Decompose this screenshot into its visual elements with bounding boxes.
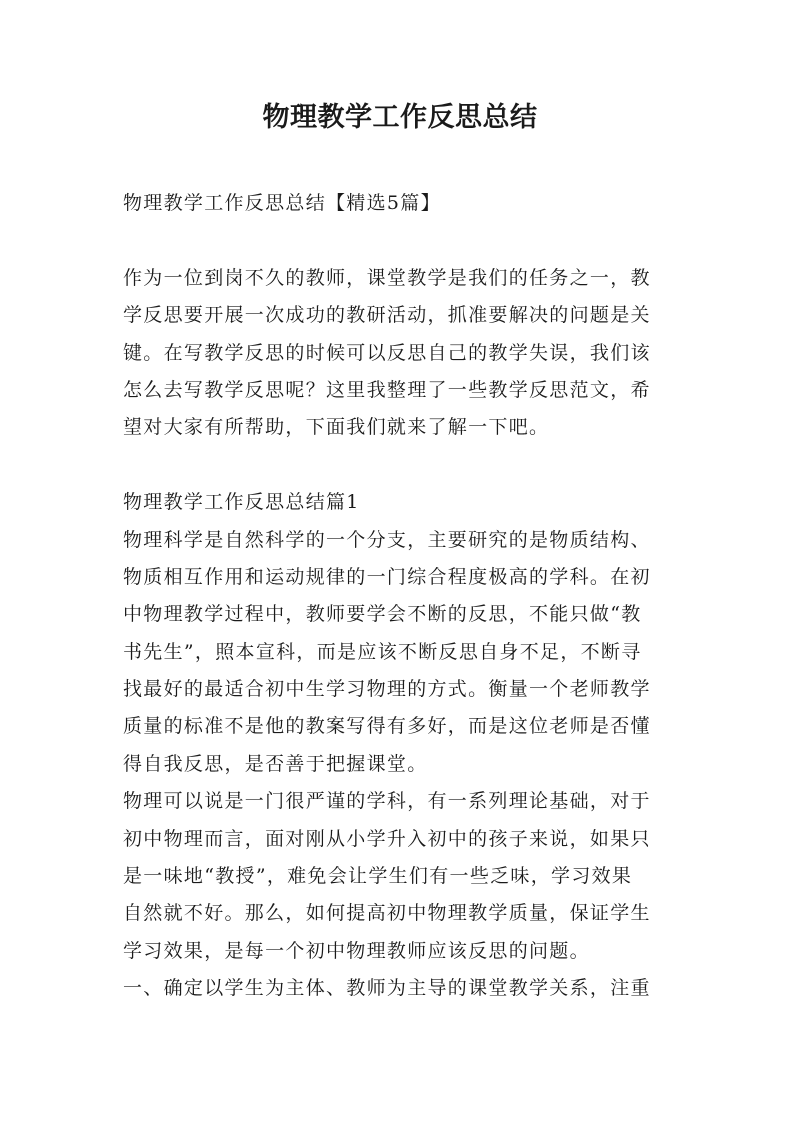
spacer (123, 222, 683, 259)
text-line: 质量的标准不是他的教案写得有多好，而是这位老师是否懂 (123, 715, 651, 738)
text-line: 怎么去写教学反思呢？这里我整理了一些教学反思范文，希 (123, 378, 651, 401)
text-line: 学反思要开展一次成功的教研活动，抓准要解决的问题是关 (123, 304, 651, 327)
text-line: 一、确定以学生为主体、教师为主导的课堂教学关系，注重 (123, 977, 651, 1000)
text-line: 自然就不好。那么，如何提高初中物理教学质量，保证学生 (123, 902, 651, 925)
text-line: 望对大家有所帮助，下面我们就来了解一下吧。 (123, 416, 550, 439)
text-line: 是一味地“教授”，难免会让学生们有一些乏味，学习效果 (123, 865, 633, 888)
section-heading: 物理教学工作反思总结篇1 (123, 491, 360, 514)
paragraph-3 (123, 970, 683, 1007)
subtitle-line: 物理教学工作反思总结【精选5篇】 (123, 192, 441, 214)
text-line: 得自我反思，是否善于把握课堂。 (123, 752, 428, 775)
text-line: 书先生”，照本宣科，而是应该不断反思自身不足，不断寻 (123, 640, 642, 663)
intro-paragraph (123, 260, 683, 447)
page-title: 物理教学工作反思总结 (262, 102, 538, 133)
spacer (123, 447, 683, 484)
text-line: 学习效果，是每一个初中物理教师应该反思的问题。 (123, 939, 590, 962)
document-body (123, 185, 683, 1008)
text-line: 键。在写教学反思的时候可以反思自己的教学失误，我们该 (123, 341, 651, 364)
text-line: 初中物理而言，面对刚从小学升入初中的孩子来说，如果只 (123, 827, 651, 850)
text-line: 物理科学是自然科学的一个分支，主要研究的是物质结构、 (123, 528, 651, 551)
text-line: 作为一位到岗不久的教师，课堂教学是我们的任务之一，教 (123, 266, 651, 289)
text-line: 中物理教学过程中，教师要学会不断的反思，不能只做“教 (123, 603, 642, 626)
paragraph-1 (123, 522, 683, 784)
paragraph-2 (123, 783, 683, 970)
text-line: 物质相互作用和运动规律的一门综合程度极高的学科。在初 (123, 565, 651, 588)
text-line: 物理可以说是一门很严谨的学科，有一系列理论基础，对于 (123, 790, 651, 813)
text-line: 找最好的最适合初中生学习物理的方式。衡量一个老师教学 (123, 678, 651, 701)
